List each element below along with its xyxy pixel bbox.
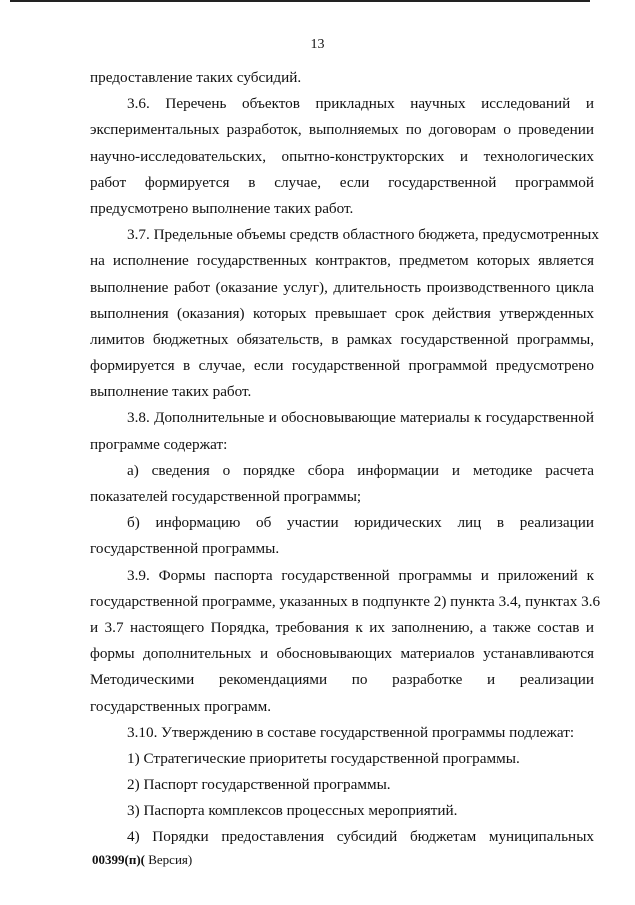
- paragraph-3-9-start: 3.9. Формы паспорта государственной программы и приложений к: [127, 566, 594, 584]
- paragraph-3-10-start: 3.10. Утверждению в составе государственной программы подлежат:: [127, 723, 575, 741]
- text-line: государственной программы.: [90, 540, 280, 558]
- footer-code: 00399(п)(: [92, 852, 145, 867]
- text-line: экспериментальных разработок, выполняемых по договорам о проведении: [90, 121, 594, 139]
- text-line: выполнение таких работ.: [90, 383, 252, 401]
- document-body: [90, 65, 601, 851]
- paragraph-3-6-start: 3.6. Перечень объектов прикладных научных исследований и: [127, 95, 594, 113]
- text-line: формы дополнительных и обосновывающих материалов устанавливаются: [90, 645, 594, 663]
- list-item-4: 4) Порядки предоставления субсидий бюджетам муниципальных: [127, 828, 594, 846]
- text-line: и 3.7 настоящего Порядка, требования к их заполнению, а также состав и: [90, 618, 594, 636]
- list-item-3: 3) Паспорта комплексов процессных мероприятий.: [127, 802, 458, 820]
- list-item-a: а) сведения о порядке сбора информации и методике расчета: [127, 461, 594, 479]
- footer-version: Версия): [144, 852, 193, 867]
- text-line: формируется в случае, если государственной программой предусмотрено: [90, 357, 594, 375]
- text-line: государственной программе, указанных в подпункте 2) пункта 3.4, пунктах 3.6: [90, 592, 601, 610]
- text-line: на исполнение государственных контрактов, предметом которых является: [90, 252, 594, 270]
- text-line: предоставление таких субсидий.: [90, 69, 302, 86]
- top-edge-rule: [10, 0, 590, 2]
- text-line: программе содержат:: [90, 435, 228, 453]
- text-line: лимитов бюджетных обязательств, в рамках государственной программы,: [90, 330, 594, 348]
- text-line: Методическими рекомендациями по разработке и реализации: [90, 671, 594, 689]
- text-line: государственных программ.: [90, 697, 272, 715]
- document-code-footer: [92, 852, 192, 868]
- page-number: 13: [310, 37, 325, 52]
- text-line: показателей государственной программы;: [90, 488, 362, 505]
- paragraph-3-8-start: 3.8. Дополнительные и обосновывающие материалы к государственной: [127, 409, 594, 427]
- list-item-1: 1) Стратегические приоритеты государственной программы.: [127, 749, 520, 767]
- paragraph-3-7-start: 3.7. Предельные объемы средств областного бюджета, предусмотренных: [127, 226, 599, 244]
- text-line: выполнение работ (оказание услуг), длительность производственного цикла: [90, 278, 594, 296]
- text-line: работ формируется в случае, если государственной программой: [90, 173, 594, 191]
- text-line: выполнения (оказания) которых превышает срок действия утвержденных: [90, 304, 594, 322]
- list-item-2: 2) Паспорт государственной программы.: [127, 776, 391, 794]
- list-item-b: б) информацию об участии юридических лиц в реализации: [127, 514, 594, 532]
- text-line: научно-исследовательских, опытно-конструкторских и технологических: [90, 147, 594, 165]
- text-line: предусмотрено выполнение таких работ.: [90, 199, 354, 217]
